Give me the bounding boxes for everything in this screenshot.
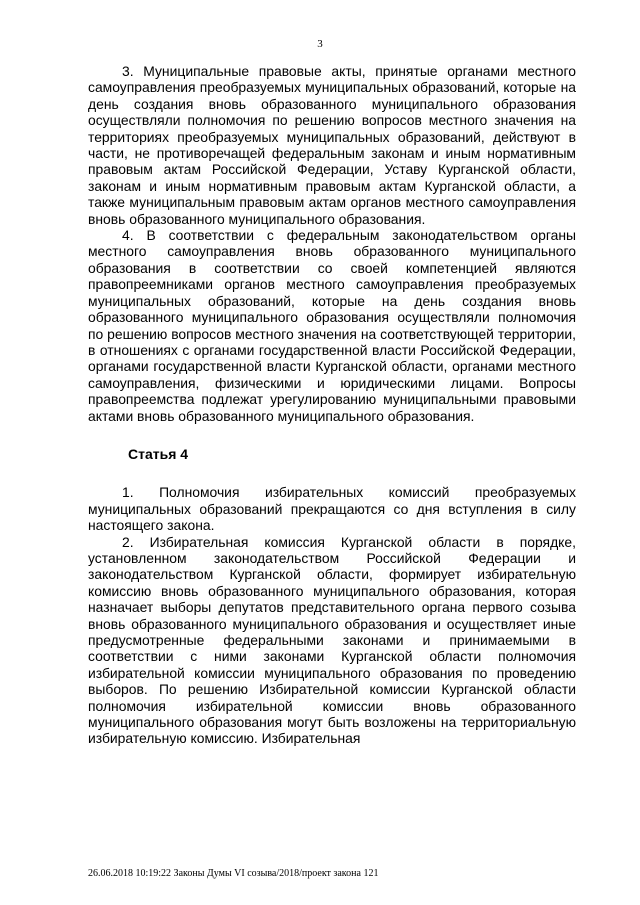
document-body: [88, 63, 576, 747]
document-footer: 26.06.2018 10:19:22 Законы Думы VI созыва/2018/проект закона 121: [88, 868, 379, 879]
article-heading: Статья 4: [128, 445, 189, 462]
paragraph-item-3: 3. Муниципальные правовые акты, принятые органами местного самоуправления преобразуемых муниципальных образований, которые на день создания вновь образованного муниципального образования осуществляли полномочия по решению вопросов местного значения на территориях преобразуемых муниципальных образований, действуют в части, не противоречащей федеральным законам и иным нормативным правовым актам Российской Федерации, Уставу Курганской области, законам и иным нормативным правовым актам Курганской области, а также муниципальным правовым актам органов местного самоуправления вновь образованного муниципального образования.: [88, 63, 576, 227]
paragraph-item-4: 4. В соответствии с федеральным законодательством органы местного самоуправления вновь образованного муниципального образования в соответствии со своей компетенцией являются правопреемниками органов местного самоуправления преобразуемых муниципальных образований, которые на день создания вновь образованного муниципального образования осуществляли полномочия по решению вопросов местного значения на соответствующей территории, в отношениях с органами государственной власти Российской Федерации, органами государственной власти Курганской области, органами местного самоуправления, физическими и юридическими лицами. Вопросы правопреемства подлежат урегулированию муниципальными правовыми актами вновь образованного муниципального образования.: [88, 227, 576, 424]
paragraph-article4-item-1: 1. Полномочия избирательных комиссий преобразуемых муниципальных образований прекращаются со дня вступления в силу настоящего закона.: [88, 484, 576, 534]
paragraph-article4-item-2: 2. Избирательная комиссия Курганской области в порядке, установленном законодательством Российской Федерации и законодательством Курганской области, формирует избирательную комиссию вновь образованного муниципального образования, которая назначает выборы депутатов представительного органа первого созыва вновь образованного муниципального образования и осуществляет иные предусмотренные федеральными законами и принимаемыми в соответствии с ними законами Курганской области полномочия избирательной комиссии муниципального образования по проведению выборов. По решению Избирательной комиссии Курганской области полномочия избирательной комиссии вновь образованного муниципального образования могут быть возложены на территориальную избирательную комиссию. Избирательная: [88, 533, 576, 747]
page-number: 3: [317, 38, 323, 50]
